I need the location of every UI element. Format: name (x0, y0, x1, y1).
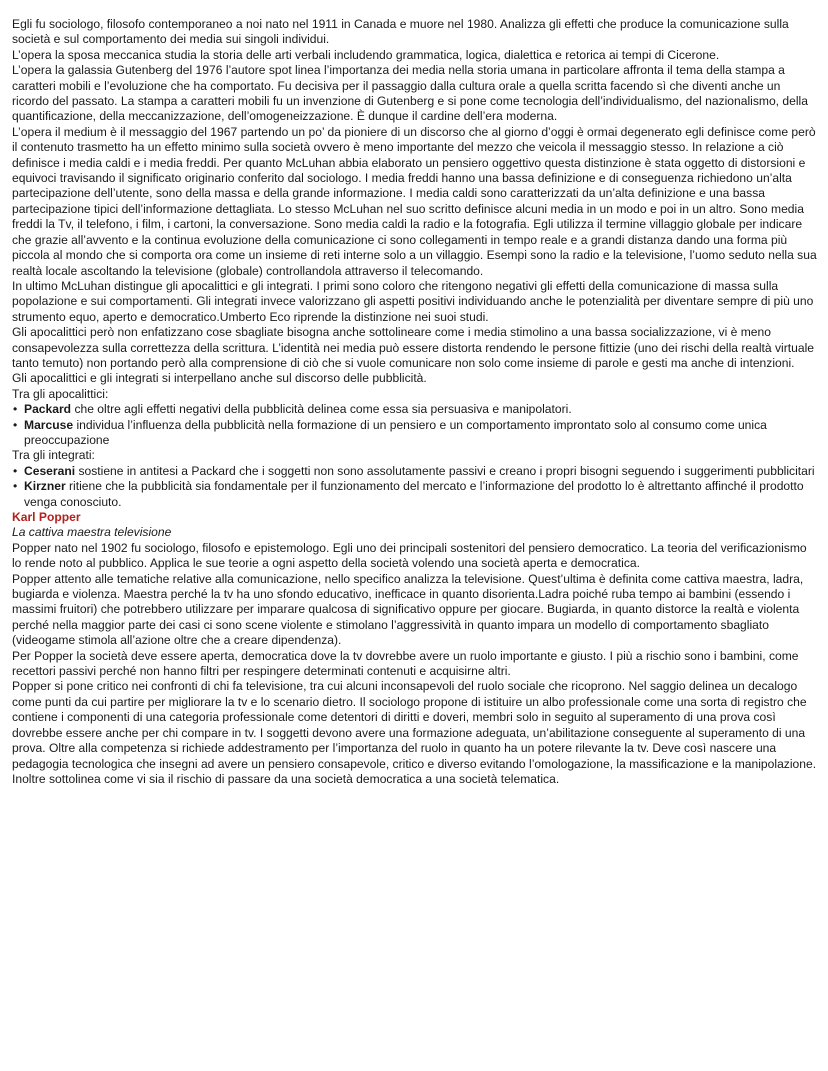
integrati-list (12, 464, 818, 510)
section-subtitle: La cattiva maestra televisione (12, 525, 172, 540)
paragraph: Gli apocalittici però non enfatizzano cose sbagliate bisogna anche sottolineare come i media stimolino a una bassa socializzazione, vi è meno consapevolezza sulla correttezza della scrittura. L’identità nei media può essere distorta rendendo le persone fittizie (uno dei rischi della realtà virtuale tanto temuto) non portando però alla comprensione di ciò che si vuole comunicare non solo come insieme di parole e gesti ma anche di intenzioni. (12, 325, 814, 370)
paragraph: In ultimo McLuhan distingue gli apocalittici e gli integrati. I primi sono coloro che ritengono negativi gli effetti della comunicazione di massa sulla popolazione e sui comportamenti. Gli integrati invece valorizzano gli aspetti positivi individuando anche le potenzialità per diventare sempre di più uno strumento equo, aperto e democratico.Umberto Eco riprende la distinzione nei suoi studi. (12, 278, 814, 324)
paragraph: Gli apocalittici e gli integrati si interpellano anche sul discorso delle pubblicità. (12, 371, 427, 386)
paragraph: Popper nato nel 1902 fu sociologo, filosofo e epistemologo. Egli uno dei principali sostenitori del pensiero democratico. La teoria del verificazionismo lo rende noto al pubblico. Applica le sue teorie a ogni aspetto della società volendo una società aperta e democratica. (12, 540, 807, 571)
list-label-integrati: Tra gli integrati: (12, 448, 95, 463)
author-name: Marcuse (24, 417, 74, 432)
list-label-apocalittici: Tra gli apocalittici: (12, 386, 109, 401)
paragraph: Egli fu sociologo, filosofo contemporaneo a noi nato nel 1911 in Canada e muore nel 1980. Analizza gli effetti che produce la comunicazione sulla società e sul comportamento dei media sui singoli individui. (12, 17, 789, 47)
list-item (12, 479, 818, 510)
paragraph: Per Popper la società deve essere aperta, democratica dove la tv dovrebbe avere un ruolo importante e giusto. I più a rischio sono i bambini, come recettori passivi perché non hanno filtri per respingere determinati contenuti e acquisirne altri. (12, 648, 799, 679)
paragraph: Popper attento alle tematiche relative alla comunicazione, nello specifico analizza la televisione. Quest’ultima è definita come cattiva maestra, ladra, bugiarda e violenza. Maestra perché la tv ha uno sfondo educativo, inefficace in quanto disorienta.Ladra poiché ruba tempo ai bambini (essendo i massimi fruitori) che potrebbero utilizzare per imparare qualcosa di significativo oppure per giocare. Bugiarda, in quanto distorce la realtà e violenta perché nella maggior parte dei casi ci sono scene violente e stimolano l’aggressività in quanto impara un modello di comportamento sbagliato (videogame stimola all’azione oltre che a creare dipendenza). (12, 571, 804, 648)
paragraph: Popper si pone critico nei confronti di chi fa televisione, tra cui alcuni inconsapevoli del ruolo sociale che ricoprono. Nel saggio delinea un decalogo come punti da cui partire per migliorare la tv e lo scenario dietro. Il sociologo propone di istituire un albo professionale come una sorta di registro che contiene i componenti di una categoria professionale come detentori di diritti e doveri, membri solo in seguito al superamento di una prova così dovrebbe essere anche per chi compare in tv. I soggetti devono avere una formazione adeguata, un’abilitazione conseguente al superamento di una prova. Oltre alla competenza si richiede addestramento per l’importanza del ruolo in quanto ha un potere rilevante la tv. Deve così nascere una pedagogia tecnologica che insegni ad avere un pensiero consapevole, critico e diverso evitando l’omologazione, la massificazione e la manipolazione. Inoltre sottolinea come vi sia il rischio di passare da una società democratica a una società telematica. (12, 679, 817, 786)
list-item (12, 464, 818, 479)
author-name: Kirzner (24, 479, 66, 494)
author-name: Ceserani (24, 463, 76, 478)
apocalittici-list (12, 402, 818, 448)
list-item-text: sostiene in antitesi a Packard che i soggetti non sono assolutamente passivi e creano i propri bisogni seguendo i suggerimenti pubblicitari (75, 463, 815, 478)
author-name: Packard (24, 402, 72, 417)
list-item (12, 418, 818, 449)
list-item-text: ritiene che la pubblicità sia fondamentale per il funzionamento del mercato e l’informazione del prodotto lo è altrettanto affinché il prodotto venga conosciuto. (24, 479, 804, 509)
list-item-text: che oltre agli effetti negativi della pubblicità delinea come essa sia persuasiva e manipolatori. (71, 402, 572, 417)
paragraph: L’opera la sposa meccanica studia la storia delle arti verbali includendo grammatica, logica, dialettica e retorica ai tempi di Cicerone. (12, 47, 720, 62)
paragraph: L’opera il medium è il messaggio del 1967 partendo un po’ da pioniere di un discorso che al giorno d’oggi è ormai degenerato egli definisce come però il contenuto trasmetto ha un effetto minimo sulla società ovvero è meno importante del mezzo che veicola il messaggio stesso. In relazione a ciò definisce i media caldi e i media freddi. Per quanto McLuhan abbia elaborato un pensiero oggettivo questa distinzione è stata oggetto di distorsioni e equivoci travisando il significato originario conferito dal sociologo. I media freddi hanno una bassa definizione e di conseguenza richiedono un’alta partecipazione dell’utente, sono della massa e della grande informazione. I media caldi sono caratterizzati da un’alta definizione e una bassa partecipazione tipici dell’informazione dettagliata. Lo stesso McLuhan nel suo scritto definisce alcuni media in un modo e poi in un altro. Sono media freddi la Tv, il telefono, i film, i cartoni, la conversazione. Sono media caldi la radio e la fotografia. Egli utilizza il termine villaggio globale per indicare che grazie all’avvento e la continua evoluzione della comunicazione ci sono collegamenti in tempo reale e a grandi distanza dando una forma più piccola al mondo che si comporta ora come un insieme di reti interne solo a un villaggio. Esempi sono la radio e la televisione, l’uomo seduto nella sua realtà locale ascoltando la televisione (globale) controllandola attraverso il telecomando. (12, 124, 817, 278)
list-item-text: individua l’influenza della pubblicità nella formazione di un pensiero e un comportamento improntato solo al consumo come unica preoccupazione (24, 417, 767, 447)
list-item (12, 402, 818, 417)
paragraph: L’opera la galassia Gutenberg del 1976 l’autore spot linea l’importanza dei media nella storia umana in particolare affronta il tema della stampa a caratteri mobili e l’evoluzione che ha comportato. Fu decisiva per il passaggio dalla cultura orale a quella scritta facendo sì che diventi anche un ricordo del passato. La stampa a caratteri mobili fu un invenzione di Gutenberg e si pone come tecnologia dell’individualismo, del nazionalismo, della quantificazione, della meccanizzazione, dell’omogeneizzazione. È dunque il cardine dell’era moderna. (12, 63, 808, 124)
section-heading: Karl Popper (12, 510, 81, 524)
